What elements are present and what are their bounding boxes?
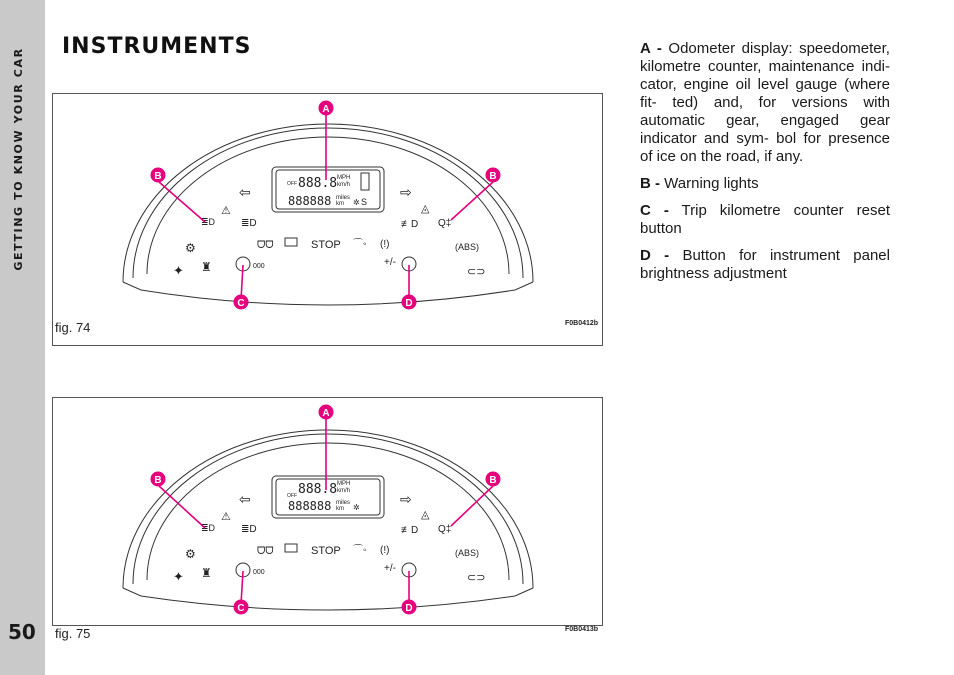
gear-indicator: S xyxy=(361,197,368,207)
legend-text: Warning lights xyxy=(664,175,759,192)
engine-icon: ⊂⊃ xyxy=(467,266,486,278)
legend-key: C - xyxy=(640,202,669,219)
instrument-panel-diagram-75 xyxy=(53,398,602,625)
hazard-triangle-icon: ⚠ xyxy=(221,511,231,523)
kmh-label: km/h xyxy=(337,488,351,494)
airbag-off-icon: ⚙ xyxy=(185,547,196,561)
legend-text: Trip kilometre counter reset button xyxy=(640,202,890,237)
marker-a-label: A xyxy=(322,104,330,115)
battery-icon xyxy=(285,238,297,246)
battery-icon xyxy=(285,544,297,552)
ice-icon: ✲ xyxy=(353,198,360,207)
instrument-panel-diagram-74 xyxy=(53,94,602,345)
marker-a-label: A xyxy=(322,408,330,419)
traction-icon: ◬ xyxy=(421,203,430,215)
marker-d-label: D xyxy=(405,298,413,309)
figure-74-code: F0B0412b xyxy=(565,320,599,327)
mph-label: MPH xyxy=(337,175,351,181)
turn-right-icon: ⇨ xyxy=(400,491,412,507)
figure-74 xyxy=(52,93,603,346)
miles-label: miles xyxy=(336,195,351,201)
legend-key: A - xyxy=(640,40,662,57)
traction-icon: ◬ xyxy=(421,509,430,521)
fog-light-icon: ≢D xyxy=(401,219,419,230)
figure-75-caption: fig. 75 xyxy=(55,626,91,641)
turn-right-icon: ⇨ xyxy=(400,184,412,200)
high-beam-icon: ≣D xyxy=(241,218,257,229)
legend-text: Odometer display: speedometer, kilometre counter, maintenance indi- cator, engine oil level gauge (where fit- ted) and, for versions with automatic gear, engaged gear indicator and sym- bol for presence of ice on the road, if any. xyxy=(640,40,890,165)
odometer-readout: 888888 xyxy=(288,194,332,208)
seatbelt-icon: ♜ xyxy=(201,566,212,580)
high-beam-icon: ≣D xyxy=(241,524,257,535)
marker-c-label: C xyxy=(237,603,245,614)
gear-digit xyxy=(361,173,369,190)
marker-c-label: C xyxy=(237,298,245,309)
airbag-off-icon: ⚙ xyxy=(185,241,196,255)
speed-readout: 888.8 xyxy=(298,176,338,191)
brightness-label: +/- xyxy=(384,257,396,268)
kmh-label: km/h xyxy=(337,182,351,188)
rear-fog-icon: Q‡ xyxy=(438,218,452,229)
speed-readout: 888.8 xyxy=(298,482,338,497)
sidebar xyxy=(0,0,45,675)
glow-plug-icon: ᗜᗜ xyxy=(257,546,274,557)
turn-left-icon: ⇦ xyxy=(239,491,251,507)
marker-b-left-label: B xyxy=(154,171,162,182)
engine-icon: ⊂⊃ xyxy=(467,572,486,584)
brightness-label: +/- xyxy=(384,563,396,574)
abs-icon: (ABS) xyxy=(455,242,480,252)
legend-item-b xyxy=(640,175,890,193)
dial-base xyxy=(123,282,533,305)
ice-icon: ✲ xyxy=(353,503,360,512)
off-label: OFF xyxy=(287,493,297,499)
legend xyxy=(640,40,890,292)
marker-b-right-label: B xyxy=(489,475,497,486)
figure-75-code: F0B0413b xyxy=(565,626,599,633)
pointer-b-left xyxy=(159,486,205,528)
trip-digits: 000 xyxy=(253,263,265,270)
brake-icon: (!) xyxy=(380,239,390,250)
stop-warning: STOP xyxy=(311,545,341,557)
mph-label: MPH xyxy=(337,481,351,487)
airbag-icon: ✦ xyxy=(173,263,184,278)
trip-digits: 000 xyxy=(253,569,265,576)
stop-warning: STOP xyxy=(311,239,341,251)
pointer-b-left xyxy=(159,182,205,222)
marker-b-left-label: B xyxy=(154,475,162,486)
marker-b-right-label: B xyxy=(489,171,497,182)
section-title: GETTING TO KNOW YOUR CAR xyxy=(12,47,25,271)
pointer-b-right xyxy=(451,486,493,526)
brake-icon: (!) xyxy=(380,545,390,556)
fog-light-icon: ≢D xyxy=(401,525,419,536)
pointer-b-right xyxy=(451,182,493,220)
km-label: km xyxy=(336,201,344,207)
page-number: 50 xyxy=(8,620,36,644)
legend-text: Button for instrument panel brightness adjustment xyxy=(640,247,890,282)
side-light-icon: ≣D xyxy=(201,523,216,533)
off-label: OFF xyxy=(287,181,297,187)
figure-74-caption: fig. 74 xyxy=(55,320,91,335)
legend-key: D - xyxy=(640,247,670,264)
miles-label: miles xyxy=(336,500,351,506)
km-label: km xyxy=(336,506,344,512)
marker-d-label: D xyxy=(405,603,413,614)
oil-pressure-icon: ⌒◦ xyxy=(353,545,367,556)
legend-item-d xyxy=(640,247,890,283)
legend-key: B - xyxy=(640,175,660,192)
seatbelt-icon: ♜ xyxy=(201,260,212,274)
turn-left-icon: ⇦ xyxy=(239,184,251,200)
oil-pressure-icon: ⌒◦ xyxy=(353,239,367,250)
pointer-c xyxy=(241,571,243,604)
side-light-icon: ≣D xyxy=(201,217,216,227)
page-title: INSTRUMENTS xyxy=(62,34,252,59)
odometer-readout: 888888 xyxy=(288,499,332,513)
rear-fog-icon: Q‡ xyxy=(438,524,452,535)
hazard-triangle-icon: ⚠ xyxy=(221,205,231,217)
legend-item-a xyxy=(640,40,890,166)
glow-plug-icon: ᗜᗜ xyxy=(257,240,274,251)
figure-75 xyxy=(52,397,603,626)
abs-icon: (ABS) xyxy=(455,548,480,558)
legend-item-c xyxy=(640,202,890,238)
dial-base xyxy=(123,588,533,610)
airbag-icon: ✦ xyxy=(173,569,184,584)
